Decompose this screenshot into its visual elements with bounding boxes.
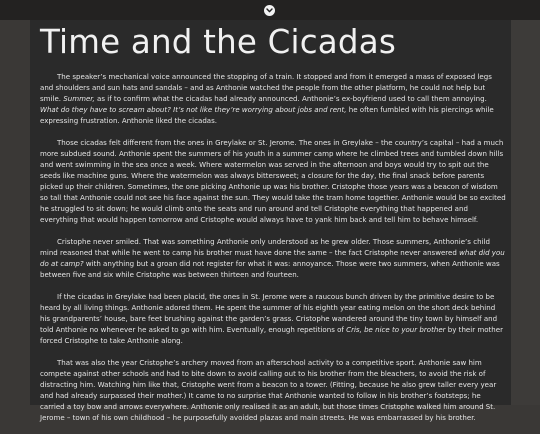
paragraph-text: If the cicadas in Greylake had been placid, the ones in St. Jerome were a raucous bunch driven by the primitive desire to be heard by all living things. Anthonie adored them. He spent the summer of his eighth year eating melon on the short deck behind his grandparents’ house, bare feet brushing against the garden’s grass. Cristophe wandered around the tiny town by himself and told Anthonie no whenever he asked to go with him. Eventually, enough repetitions of [40, 292, 498, 334]
paragraph-text: That was also the year Cristophe’s archery moved from an afterschool activity to a competitive sport. Anthonie saw him compete against other schools and had to bite down to avoid calling out to his brother from the bleachers, to avoid the risk of distracting him. Watching him like that, Cristophe went from a beacon to a tower. (Fitting, because he also grew taller every year and had already surpassed their mother.) It came to no surprise that Anthonie wanted to follow in his brother’s footsteps; he carried a toy bow and arrows everywhere. Anthonie only realised it as an adult, but those times Cristophe walked him around St. Jerome – town of his own childhood – he purposefully avoided plazas and main streets. He was embarrassed by his brother. [40, 358, 497, 422]
article-container [30, 20, 511, 422]
menu-toggle-button[interactable] [264, 5, 275, 16]
paragraph [40, 291, 506, 346]
emphasis-text: What do they have to scream about? It’s not like they’re worrying about jobs and rent, [40, 105, 347, 114]
paragraph-text: Those cicadas felt different from the ones in Greylake or St. Jerome. The ones in Greylake – the country’s capital – had a much more subdued sound. Anthonie spent the summers of his youth in a summer camp where he climbed trees and tumbled down hills and went swimming in the sea once a week. Where watermelon was served in the afternoon and boys would try to spit out the seeds like machine guns. Where the watermelon was always bittersweet; a closure for the day, the final snack before parents picked up their children. Sometimes, the one picking Anthonie up was his brother. Cristophe those years was a beacon of wisdom so tall that Anthonie could not see his face against the sun. They would take the tram home together. Anthonie would be so excited he struggled to sit down; he would climb onto the seats and run around and tell Cristophe everything that happened and everything that would happen tomorrow and Cristophe would always have to yank him back and tell him to behave himself. [40, 138, 506, 224]
chevron-down-icon [266, 8, 273, 13]
paragraph [40, 71, 506, 126]
left-margin [0, 20, 30, 405]
paragraph-text: he often fumbled with his piercings while expressing frustration. Anthonie liked the cicadas. [40, 105, 494, 125]
paragraph-text: by their mother forced Cristophe to take Anthonie along. [40, 325, 503, 345]
paragraph-text: with anything but a groan did not register for what it was: annoyance. Those were two summers, when Anthonie was between five and six while Cristophe was between thirteen and fourteen. [40, 259, 500, 279]
emphasis-text: Summer, [63, 94, 95, 103]
paragraph-text: Cristophe never smiled. That was something Anthonie only understood as he grew older. Those summers, Anthonie’s child mind reasoned that while he went to camp his brother must have done the same – the fact Cristophe never answered [40, 237, 490, 257]
right-margin [511, 20, 540, 405]
article-body [40, 71, 506, 434]
paragraph [40, 357, 506, 423]
top-bar [0, 0, 540, 20]
emphasis-text: Cris, be nice to your brother [346, 325, 446, 334]
paragraph [40, 236, 506, 280]
emphasis-text: what did you do at camp? [40, 248, 505, 268]
paragraph-text: The speaker’s mechanical voice announced the stopping of a train. It stopped and from it emerged a mass of exposed legs and shoulders and sun hats and sandals – and as Anthonie watched the people from the other platform, he could not help but smile. [40, 72, 492, 103]
article-title: Time and the Cicadas [40, 23, 396, 61]
paragraph [40, 137, 506, 225]
paragraph-text: as if to confirm what the cicadas had already announced. Anthonie’s ex-boyfriend used to call them annoying. [94, 94, 487, 103]
